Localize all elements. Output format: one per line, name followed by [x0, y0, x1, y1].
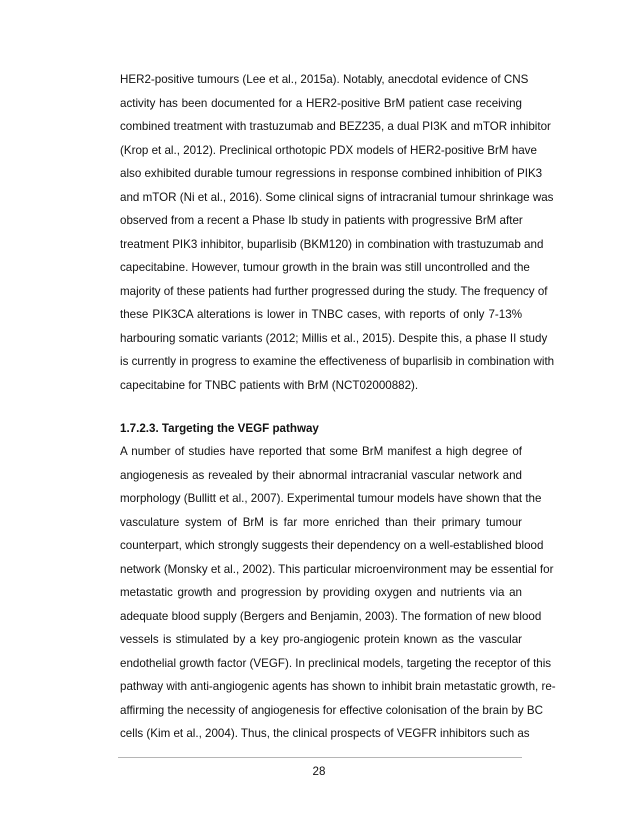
paragraph-line: harbouring somatic variants (2012; Millis et al., 2015). Despite this, a phase II study: [120, 331, 548, 345]
paragraph-line: morphology (Bullitt et al., 2007). Experimental tumour models have shown that the: [120, 492, 542, 505]
paragraph-line: vessels is stimulated by a key pro-angiogenic protein known as the vascular: [120, 633, 522, 646]
paragraph-line: pathway with anti-angiogenic agents has shown to inhibit brain metastatic growth, re-: [120, 680, 556, 693]
paragraph-line: network (Monsky et al., 2002). This particular microenvironment may be essential for: [120, 562, 554, 576]
paragraph-line: affirming the necessity of angiogenesis for effective colonisation of the brain by BC: [120, 703, 543, 717]
paragraph-line: counterpart, which strongly suggests their dependency on a well-established blood: [120, 539, 544, 552]
paragraph-line: adequate blood supply (Bergers and Benjamin, 2003). The formation of new blood: [120, 609, 542, 623]
paragraph-line: majority of these patients had further progressed during the study. The frequency of: [120, 284, 548, 298]
paragraph-line: HER2-positive tumours (Lee et al., 2015a). Notably, anecdotal evidence of CNS: [120, 73, 529, 86]
paragraph-line: A number of studies have reported that some BrM manifest a high degree of: [120, 445, 522, 458]
paragraph-line: capecitabine for TNBC patients with BrM (NCT02000882).: [120, 378, 419, 392]
footer-divider: [118, 757, 522, 758]
paragraph-line: endothelial growth factor (VEGF). In preclinical models, targeting the receptor of this: [120, 656, 552, 670]
paragraph-line: observed from a recent a Phase Ib study in patients with progressive BrM after: [120, 214, 523, 227]
page-number: 28: [312, 765, 326, 778]
paragraph-line: and mTOR (Ni et al., 2016). Some clinical signs of intracranial tumour shrinkage was: [120, 190, 554, 204]
paragraph-line: treatment PIK3 inhibitor, buparlisib (BKM120) in combination with trastuzumab and: [120, 237, 544, 251]
paragraph-line: capecitabine. However, tumour growth in the brain was still uncontrolled and the: [120, 261, 530, 274]
paragraph-line: (Krop et al., 2012). Preclinical orthotopic PDX models of HER2-positive BrM have: [120, 143, 537, 157]
paragraph-line: vasculature system of BrM is far more enriched than their primary tumour: [120, 515, 522, 529]
body-paragraph-pik3-mtor: [120, 68, 555, 397]
paragraph-line: activity has been documented for a HER2-positive BrM patient case receiving: [120, 96, 522, 110]
paragraph-line: metastatic growth and progression by providing oxygen and nutrients via an: [120, 586, 522, 599]
body-paragraph-vegf: [120, 440, 556, 746]
paragraph-line: combined treatment with trastuzumab and BEZ235, a dual PI3K and mTOR inhibitor: [120, 120, 551, 133]
paragraph-line: angiogenesis as revealed by their abnormal intracranial vascular network and: [120, 468, 522, 482]
paragraph-line: cells (Kim et al., 2004). Thus, the clinical prospects of VEGFR inhibitors such as: [120, 727, 530, 740]
paragraph-line: these PIK3CA alterations is lower in TNBC cases, with reports of only 7-13%: [120, 308, 522, 321]
section-heading: 1.7.2.3. Targeting the VEGF pathway: [120, 422, 319, 435]
paragraph-line: also exhibited durable tumour regressions in response combined inhibition of PIK3: [120, 167, 543, 180]
paragraph-line: is currently in progress to examine the effectiveness of buparlisib in combination with: [120, 355, 555, 368]
